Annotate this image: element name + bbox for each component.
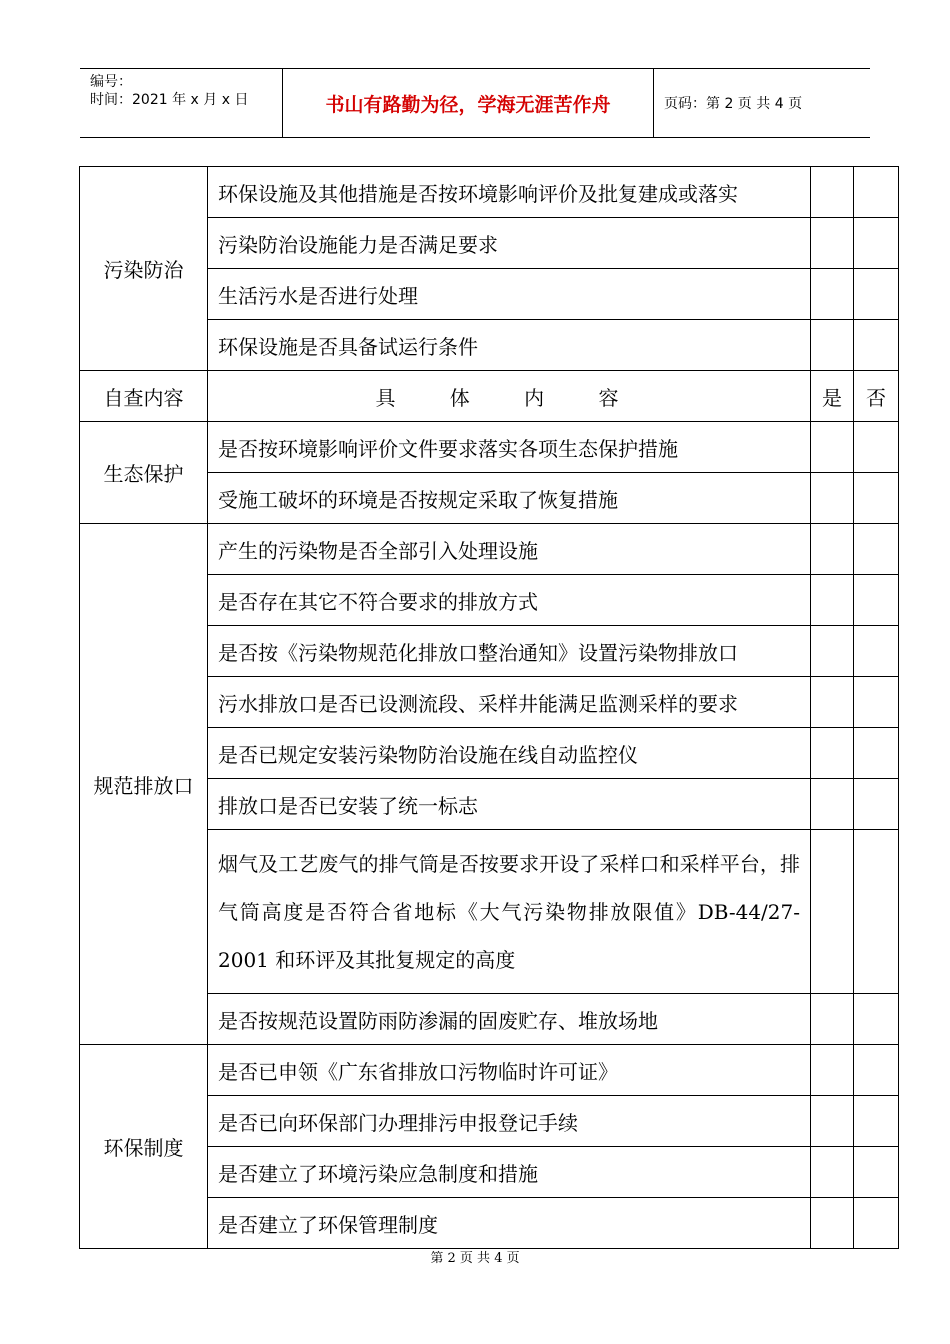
item-text: 是否建立了环保管理制度 (208, 1198, 811, 1249)
yes-cell[interactable] (811, 575, 854, 626)
yes-cell[interactable] (811, 524, 854, 575)
no-cell[interactable] (854, 994, 899, 1045)
no-cell[interactable] (854, 320, 899, 371)
yes-cell[interactable] (811, 473, 854, 524)
no-cell[interactable] (854, 524, 899, 575)
item-text: 排放口是否已安装了统一标志 (208, 779, 811, 830)
yes-cell[interactable] (811, 218, 854, 269)
no-cell[interactable] (854, 269, 899, 320)
no-cell[interactable] (854, 1198, 899, 1249)
yes-cell[interactable] (811, 677, 854, 728)
checklist-table (79, 166, 899, 1249)
category-discharge-outlet: 规范排放口 (80, 524, 208, 1045)
item-text: 是否按规范设置防雨防渗漏的固废贮存、堆放场地 (208, 994, 811, 1045)
yes-cell[interactable] (811, 728, 854, 779)
no-cell[interactable] (854, 1147, 899, 1198)
table-row (80, 524, 899, 575)
yes-cell[interactable] (811, 1096, 854, 1147)
no-cell[interactable] (854, 728, 899, 779)
item-text: 环保设施是否具备试运行条件 (208, 320, 811, 371)
no-cell[interactable] (854, 677, 899, 728)
header-page-info: 页码：第 2 页 共 4 页 (664, 96, 803, 112)
item-text: 产生的污染物是否全部引入处理设施 (208, 524, 811, 575)
yes-cell[interactable] (811, 994, 854, 1045)
table-row (80, 1045, 899, 1096)
yes-cell[interactable] (811, 626, 854, 677)
table-header-row (80, 371, 899, 422)
date-label: 时间：2021 年 x 月 x 日 (90, 92, 249, 108)
no-cell[interactable] (854, 626, 899, 677)
yes-cell[interactable] (811, 269, 854, 320)
item-text: 污染防治设施能力是否满足要求 (208, 218, 811, 269)
header-meta (80, 69, 282, 137)
header-self-check: 自查内容 (80, 371, 208, 422)
item-text: 是否已规定安装污染物防治设施在线自动监控仪 (208, 728, 811, 779)
header-no: 否 (854, 371, 899, 422)
item-text: 污水排放口是否已设测流段、采样井能满足监测采样的要求 (208, 677, 811, 728)
item-text: 是否已申领《广东省排放口污物临时许可证》 (208, 1045, 811, 1096)
item-text: 环保设施及其他措施是否按环境影响评价及批复建成或落实 (208, 167, 811, 218)
no-cell[interactable] (854, 473, 899, 524)
item-text: 烟气及工艺废气的排气筒是否按要求开设了采样口和采样平台，排气筒高度是否符合省地标《大气污染物排放限值》DB-44/27-2001 和环评及其批复规定的高度 (208, 830, 811, 994)
header-motto: 书山有路勤为径，学海无涯苦作舟 (282, 69, 654, 137)
item-text: 受施工破坏的环境是否按规定采取了恢复措施 (208, 473, 811, 524)
category-environmental-system: 环保制度 (80, 1045, 208, 1249)
item-text: 是否已向环保部门办理排污申报登记手续 (208, 1096, 811, 1147)
page-footer: 第 2 页 共 4 页 (430, 1251, 520, 1266)
table-row (80, 422, 899, 473)
item-text: 是否按环境影响评价文件要求落实各项生态保护措施 (208, 422, 811, 473)
item-text: 是否存在其它不符合要求的排放方式 (208, 575, 811, 626)
no-cell[interactable] (854, 779, 899, 830)
no-cell[interactable] (854, 422, 899, 473)
no-cell[interactable] (854, 218, 899, 269)
yes-cell[interactable] (811, 422, 854, 473)
yes-cell[interactable] (811, 779, 854, 830)
no-cell[interactable] (854, 1045, 899, 1096)
header-details: 具 体 内 容 (208, 371, 811, 422)
header-yes: 是 (811, 371, 854, 422)
table-row (80, 167, 899, 218)
yes-cell[interactable] (811, 1045, 854, 1096)
item-text: 是否建立了环境污染应急制度和措施 (208, 1147, 811, 1198)
number-label: 编号： (90, 74, 132, 90)
yes-cell[interactable] (811, 830, 854, 994)
item-text: 是否按《污染物规范化排放口整治通知》设置污染物排放口 (208, 626, 811, 677)
category-pollution-control: 污染防治 (80, 167, 208, 371)
no-cell[interactable] (854, 575, 899, 626)
yes-cell[interactable] (811, 1147, 854, 1198)
no-cell[interactable] (854, 830, 899, 994)
no-cell[interactable] (854, 167, 899, 218)
yes-cell[interactable] (811, 320, 854, 371)
yes-cell[interactable] (811, 167, 854, 218)
no-cell[interactable] (854, 1096, 899, 1147)
yes-cell[interactable] (811, 1198, 854, 1249)
category-ecological-protection: 生态保护 (80, 422, 208, 524)
item-text: 生活污水是否进行处理 (208, 269, 811, 320)
document-header (80, 68, 870, 138)
